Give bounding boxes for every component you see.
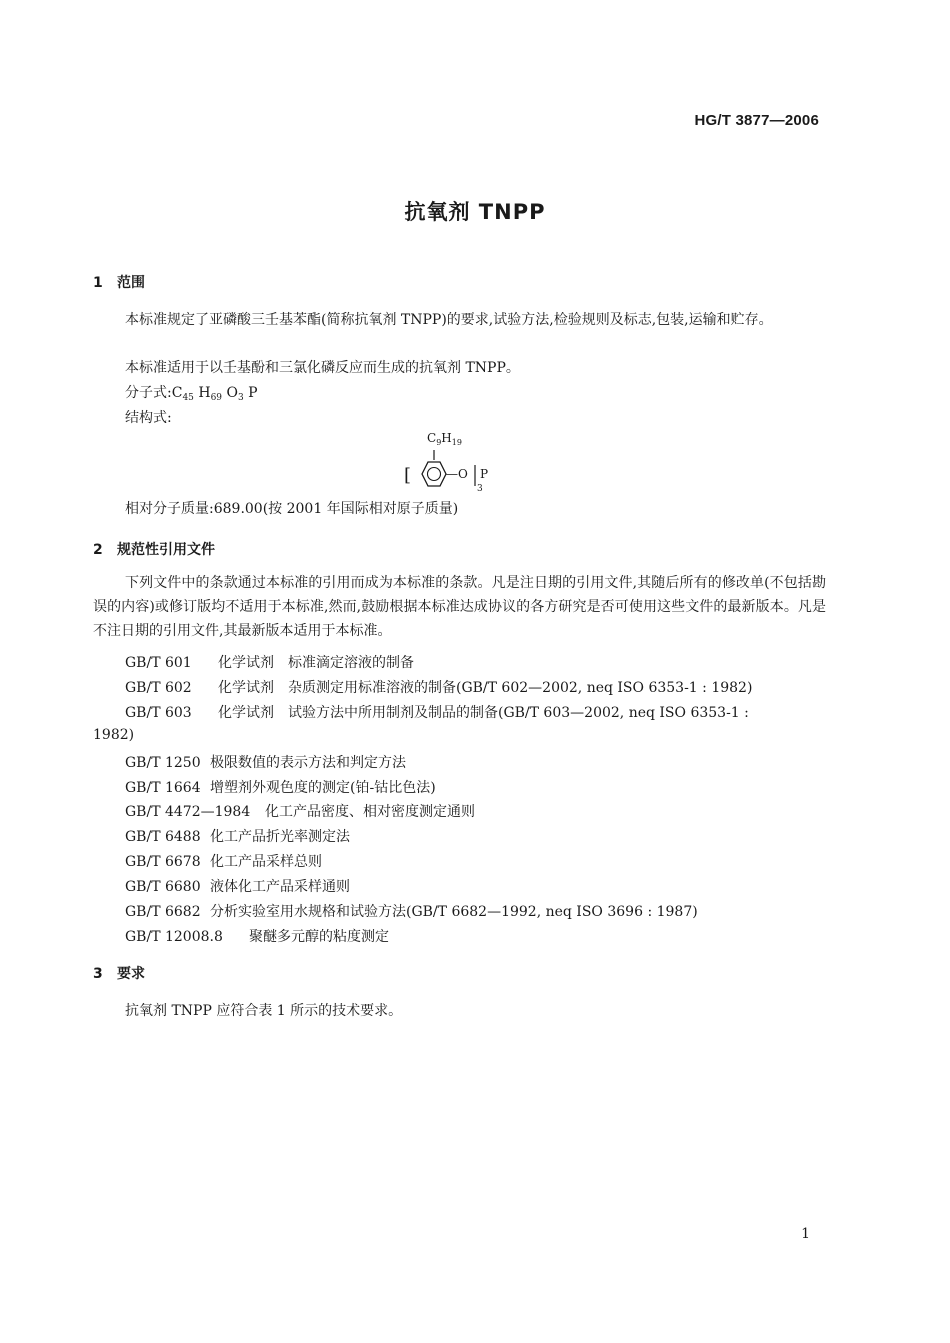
- reference-code: GB/T 6488: [125, 829, 201, 845]
- reference-code: GB/T 1664: [125, 780, 201, 796]
- reference-title: 化学试剂 标准滴定溶液的制备: [218, 655, 414, 671]
- section-number: 1: [93, 275, 103, 291]
- reference-continuation: 1982): [93, 727, 135, 743]
- reference-code: GB/T 6682: [125, 904, 201, 920]
- reference-title: 化学试剂 试验方法中所用制剂及制品的制备(GB/T 603—2002, neq ISO 6353-1 :: [218, 705, 749, 721]
- structural-formula: [400, 428, 540, 496]
- reference-title: 化工产品折光率测定法: [210, 829, 350, 845]
- section-title: 规范性引用文件: [117, 542, 215, 558]
- relative-molecular-mass: 相对分子质量:689.00(按 2001 年国际相对原子质量): [125, 501, 459, 517]
- section-1-heading: [93, 272, 145, 292]
- benzene-ring-diagram: [400, 428, 540, 496]
- reference-title: 分析实验室用水规格和试验方法(GB/T 6682—1992, neq ISO 3696 : 1987): [210, 904, 698, 920]
- reference-code: GB/T 1250: [125, 755, 201, 771]
- document-title: 抗氧剂 TNPP: [404, 200, 546, 224]
- reference-title: 化学试剂 杂质测定用标准溶液的制备(GB/T 602—2002, neq ISO 6353-1 : 1982): [218, 680, 753, 696]
- section-number: 3: [93, 966, 103, 982]
- section-3-paragraph-1: 抗氧剂 TNPP 应符合表 1 所示的技术要求。: [125, 1003, 403, 1019]
- reference-code: GB/T 603: [125, 705, 192, 721]
- benzene-hexagon: [422, 462, 446, 486]
- reference-item: [125, 926, 389, 946]
- section-1-paragraph-1: 本标准规定了亚磷酸三壬基苯酯(简称抗氧剂 TNPP)的要求,试验方法,检验规则及标志,包装,运输和贮存。: [125, 312, 773, 328]
- reference-item: [125, 702, 749, 722]
- reference-title: 化工产品采样总则: [210, 854, 322, 870]
- reference-code: GB/T 4472—1984: [125, 804, 251, 820]
- reference-item: [125, 677, 752, 697]
- structure-oxygen: —O: [446, 467, 468, 481]
- reference-item: [125, 876, 350, 896]
- reference-title: 聚醚多元醇的粘度测定: [249, 929, 389, 945]
- reference-item: [125, 826, 350, 846]
- page-number: 1: [801, 1226, 810, 1242]
- structure-substituent: $C_9H_{19}$: [427, 431, 462, 447]
- reference-item: [125, 777, 436, 797]
- section-3-heading: [93, 963, 145, 983]
- structure-phosphorus: P: [480, 467, 489, 481]
- reference-item: [125, 901, 698, 921]
- reference-code: GB/T 602: [125, 680, 192, 696]
- section-title: 要求: [117, 966, 145, 982]
- reference-title: 极限数值的表示方法和判定方法: [210, 755, 406, 771]
- reference-code: GB/T 6680: [125, 879, 201, 895]
- section-2-heading: [93, 539, 215, 559]
- reference-code: GB/T 6678: [125, 854, 201, 870]
- standard-number: HG/T 3877—2006: [694, 112, 819, 129]
- structure-count: 3: [477, 484, 483, 494]
- svg-text:[: [: [404, 465, 412, 486]
- reference-code: GB/T 12008.8: [125, 929, 223, 945]
- reference-title: 增塑剂外观色度的测定(铂-钴比色法): [210, 780, 436, 796]
- formula-label: 分子式:: [125, 385, 172, 401]
- reference-title: 液体化工产品采样通则: [210, 879, 350, 895]
- section-1-paragraph-2: 本标准适用于以壬基酚和三氯化磷反应而生成的抗氧剂 TNPP。: [125, 360, 520, 376]
- section-title: 范围: [117, 275, 145, 291]
- reference-item: [125, 752, 406, 772]
- reference-code: GB/T 601: [125, 655, 192, 671]
- section-number: 2: [93, 542, 103, 558]
- structure-label: 结构式:: [125, 410, 172, 426]
- reference-title: 化工产品密度、相对密度测定通则: [265, 804, 475, 820]
- molecular-formula: 分子式$:C_{45}$ $H_{69}$ $O_3$ P: [125, 385, 258, 403]
- reference-item: [125, 801, 475, 821]
- section-2-intro: 下列文件中的条款通过本标准的引用而成为本标准的条款。凡是注日期的引用文件,其随后所有的修改单(不包括勘误的内容)或修订版均不适用于本标准,然而,鼓励根据本标准达成协议的各方研究是否可使用这些文件的最新版本。凡是不注日期的引用文件,其最新版本适用于本标准。: [93, 575, 826, 639]
- reference-item: [125, 851, 322, 871]
- reference-item: [125, 652, 414, 672]
